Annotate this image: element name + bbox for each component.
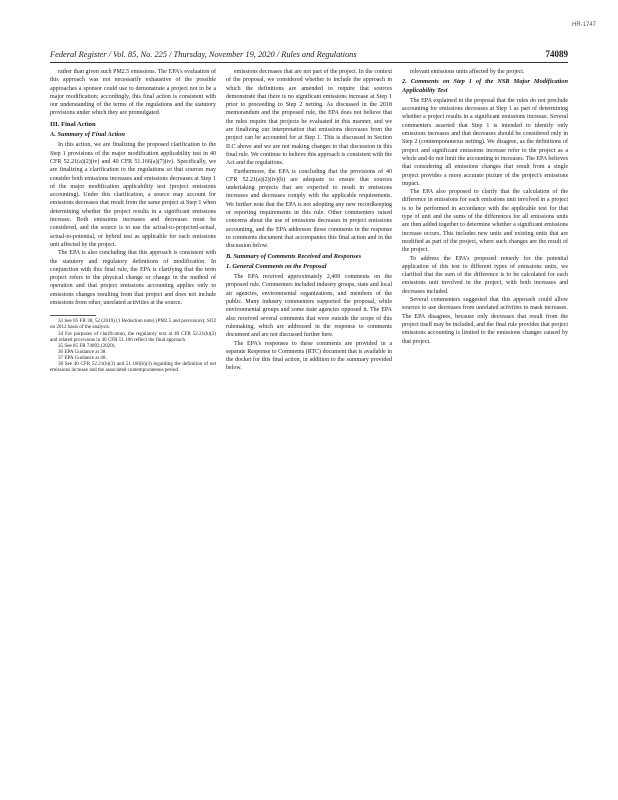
header-rule (50, 62, 568, 63)
document-stamp: HR-1747 (571, 22, 596, 28)
footnote: 33 See 85 FR 38, 52 (2019) (1 Reduction note) (PM2.5 and precursors); SO2 on 2012 basis of the analysis. (50, 318, 216, 331)
paragraph: The EPA's responses to these comments are provided in a separate Response to Comments (RTC) document that is available in the docket for this final action, in addition to the summary provided below. (226, 340, 392, 372)
footnote: 37 EPA Guidance at 40. (58, 354, 107, 361)
subsection-heading: A. Summary of Final Action (50, 131, 125, 139)
subsection-heading: 2. Comments on Step 1 of the NSR Major Modification Applicability Test (402, 78, 568, 94)
paragraph: The EPA also proposed to clarify that the calculation of the difference in emissions for each emissions unit involved in a project is to be performed in accordance with the applicable test for that type of unit and the sums of the differences for all emissions units are then added together to determine whether a significant emissions increase occurs. This includes new units and existing units that are modified as part of the project, where such changes are the result of the project. (402, 189, 568, 254)
paragraph: rather than given such PM2.5 emissions. The EPA's evaluation of this approach was not necessarily exhaustive of the possible approaches a sponsor could use to demonstrate a project not to be a major modification; accordingly, this final action is consistent with our understanding of the terms of the regulations and the statutory provisions under which they are promulgated. (50, 69, 216, 117)
section-heading: III. Final Action (50, 120, 96, 128)
column-3 (402, 68, 568, 780)
paragraph: Furthermore, the EPA is concluding that the provisions of 40 CFR 52.21(a)(2)(iv)(b) are adequate to ensure that sources undertaking projects that are expected to result in emissions increases and decreases comply with the applicable requirements. We further note that the EPA is not adopting any new recordkeeping or reporting requirements in this rule. Other commenters raised concerns about the use of emissions decreases in project emissions accounting, and the EPA addresses those comments in the response to comments document that accompanies this final action and in the discussion below. (226, 168, 392, 250)
footnote: 35 See 85 FR 74893 (2020). (58, 342, 116, 349)
column-2 (226, 68, 392, 780)
footnote: 34 For purposes of clarification, the regulatory text at 40 CFR 52.21(b)(2) and related provisions in 40 CFR 51.166 reflect the final approach. (50, 330, 216, 343)
paragraph: In this action, we are finalizing the proposed clarification to the Step 1 provisions of the major modification applicability test in 40 CFR 52.21(a)(2)(iv) and 40 CFR 51.166(a)(7)(iv). Specifically, we are finalizing a clarification to the regulations so that sources may consider both emissions increases and emissions decreases at Step 1 of the major modification applicability test (project emissions accounting). Under this clarification, a source may account for emissions decreases that result from the same project at Step 1 when determining whether the project results in a significant emissions increase. Both emissions increases and decreases must be considered, and the source is to use the actual-to-projected-actual, actual-to-potential, or hybrid test as applicable for each emissions unit affected by the project. (50, 142, 216, 248)
paragraph: relevant emissions units affected by the project. (410, 69, 525, 75)
running-header (50, 49, 568, 59)
paragraph: emissions decreases that are not part of the project. In the context of the proposal, we considered whether to include the approach in which the definitions are amended to require that sources demonstrate that there is no significant emissions increase at Step 1 prior to proceeding to Step 2 netting. As discussed in the 2018 memorandum and the proposed rule, the EPA does not believe that the rules require that projects be evaluated in this manner, and we are finalizing our interpretation that emissions decreases from the project can be accounted for at Step 1. This is discussed in Section II.C above and we are not making changes to that discussion in this final rule. We continue to believe this approach is consistent with the Act and the regulations. (226, 69, 392, 167)
paragraph: To address the EPA's proposed remedy for the potential application of this test to different types of emissions units, we clarified that the sum of the difference is to be calculated for each emissions unit involved in the project, with both increases and decreases included. (402, 255, 568, 295)
subsection-heading: 1. General Comments on the Proposal (226, 262, 327, 270)
paragraph: The EPA is also concluding that this approach is consistent with the statutory and regulatory definitions of modification. In conjunction with this final rule, the EPA is clarifying that the term project refers to the physical change or change in the method of operation and that project emissions accounting applies only to emissions changes resulting from that project and does not include emissions from other, unrelated activities at the source. (50, 250, 216, 307)
subsection-heading: B. Summary of Comments Received and Responses (226, 252, 362, 260)
paragraph: The EPA explained in the proposal that the rules do not preclude accounting for emissions decreases at Step 1 as part of determining whether a project results in a significant emissions increase. Several commenters asserted that Step 1 is intended to identify only emissions increases and that decreases should be considered only in Step 2 (contemporaneous netting). We disagree, as the definitions of project and significant emissions increase refer to the project as a whole and do not limit the accounting to increases. The EPA believes that considering all emissions changes that result from a single project provides a more accurate picture of the project's emissions impact. (402, 97, 568, 187)
column-1 (50, 68, 216, 780)
footnote: 38 See 40 CFR 52.21(b)(3) and 51.166(b)(3) regarding the definition of net emissions increase and the associated contemporaneous period. (50, 360, 216, 374)
paragraph: Several commenters suggested that this approach could allow sources to use decreases from unrelated activities to mask increases. The EPA disagrees, because only decreases that result from the project itself may be included, and the final rule provides that project emissions accounting is limited to the emissions changes caused by that project. (402, 297, 568, 345)
footnote: 36 EPA Guidance at 38. (58, 348, 107, 355)
paragraph: The EPA received approximately 2,400 comments on the proposed rule. Commenters included industry groups, state and local air agencies, environmental organizations, and members of the public. Many industry commenters supported the proposal, while environmental groups and some state agencies opposed it. The EPA also received several comments that were outside the scope of this rulemaking, which are addressed in the response to comments document and are not discussed further here. (226, 274, 392, 339)
page-number: 74089 (545, 49, 568, 59)
footnote-rule (50, 315, 96, 316)
header-title: Federal Register / Vol. 85, No. 225 / Thursday, November 19, 2020 / Rules and Regulations (50, 50, 357, 59)
